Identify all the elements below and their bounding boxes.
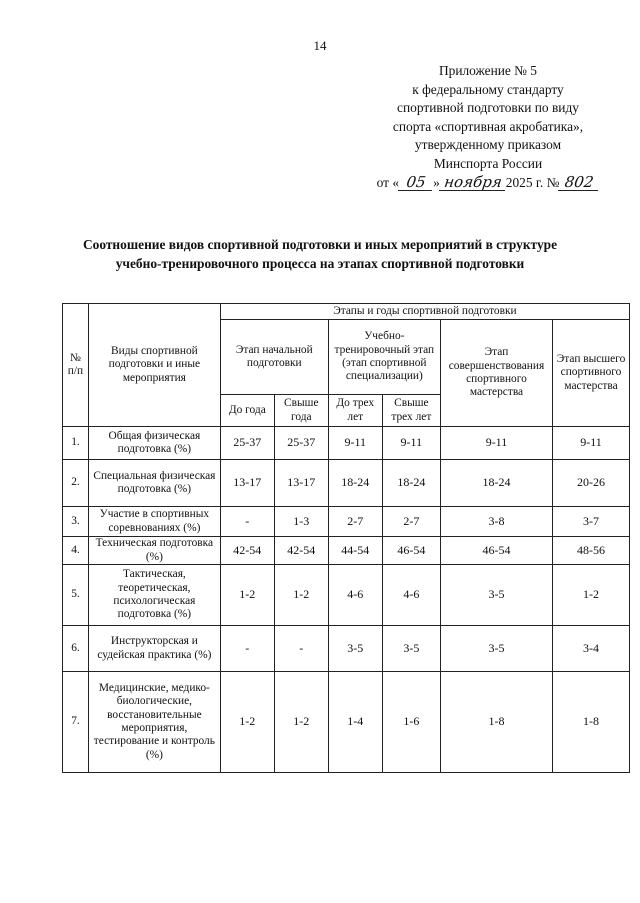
value-cell: 3-5 <box>382 626 440 672</box>
appendix-line: к федеральному стандарту <box>412 81 564 97</box>
row-kind: Специальная физическая подготовка (%) <box>88 460 220 507</box>
value-cell: 3-5 <box>440 565 552 626</box>
value-cell: 20-26 <box>553 460 630 507</box>
header-stage-initial: Этап начальной подготовки <box>220 320 328 395</box>
value-cell: 13-17 <box>274 460 328 507</box>
value-cell: 1-2 <box>553 565 630 626</box>
row-number: 3. <box>63 507 89 537</box>
header-up-to-year: До года <box>220 395 274 427</box>
appendix-block <box>356 62 620 192</box>
appendix-line: спортивной подготовки по виду <box>397 100 579 116</box>
value-cell: 44-54 <box>328 537 382 565</box>
value-cell: 1-2 <box>220 565 274 626</box>
value-cell: 1-8 <box>553 672 630 773</box>
header-stage-training: Учебно-тренировочный этап (этап спортивной специализации) <box>328 320 440 395</box>
table-row <box>63 626 630 672</box>
header-number: № п/п <box>63 304 89 427</box>
title-line: учебно-тренировочного процесса на этапах спортивной подготовки <box>115 255 525 271</box>
row-kind: Медицинские, медико-биологические, восстановительные мероприятия, тестирование и контроль (%) <box>88 672 220 773</box>
value-cell: 2-7 <box>382 507 440 537</box>
header-stage-improvement: Этап совершенствования спортивного мастерства <box>440 320 552 427</box>
value-cell: 9-11 <box>440 427 552 460</box>
value-cell: 18-24 <box>440 460 552 507</box>
value-cell: 42-54 <box>220 537 274 565</box>
header-over-three-years: Свыше трех лет <box>382 395 440 427</box>
title-line: Соотношение видов спортивной подготовки и иных мероприятий в структуре <box>82 237 558 252</box>
value-cell: 1-8 <box>440 672 552 773</box>
value-cell: 1-2 <box>220 672 274 773</box>
row-number: 5. <box>63 565 89 626</box>
value-cell: 1-3 <box>274 507 328 537</box>
table-row <box>63 507 630 537</box>
value-cell: 4-6 <box>328 565 382 626</box>
value-cell: 25-37 <box>274 427 328 460</box>
table-row <box>63 565 630 626</box>
appendix-line: Приложение № 5 <box>438 63 538 78</box>
table-row <box>63 672 630 773</box>
row-kind: Техническая подготовка (%) <box>88 537 220 565</box>
value-cell: 1-2 <box>274 672 328 773</box>
value-cell: 3-5 <box>328 626 382 672</box>
value-cell: 3-8 <box>440 507 552 537</box>
value-cell: - <box>220 507 274 537</box>
row-number: 6. <box>63 626 89 672</box>
row-number: 4. <box>63 537 89 565</box>
handwritten-day: 05 <box>398 175 434 191</box>
date-year: 2025 г. № <box>505 174 560 190</box>
appendix-line: утвержденному приказом <box>414 137 562 153</box>
value-cell: 1-2 <box>274 565 328 626</box>
value-cell: 42-54 <box>274 537 328 565</box>
page-number: 14 <box>313 38 327 53</box>
handwritten-month: ноября <box>439 175 507 191</box>
table-row <box>63 427 630 460</box>
value-cell: 4-6 <box>382 565 440 626</box>
row-number: 2. <box>63 460 89 507</box>
value-cell: 18-24 <box>328 460 382 507</box>
value-cell: 48-56 <box>553 537 630 565</box>
header-up-to-three-years: До трех лет <box>328 395 382 427</box>
value-cell: 18-24 <box>382 460 440 507</box>
header-kinds: Виды спортивной подготовки и иные мероприятия <box>88 304 220 427</box>
value-cell: 9-11 <box>328 427 382 460</box>
value-cell: - <box>220 626 274 672</box>
row-number: 1. <box>63 427 89 460</box>
appendix-line: спорта «спортивная акробатика», <box>392 118 584 134</box>
table-row <box>63 460 630 507</box>
value-cell: - <box>274 626 328 672</box>
value-cell: 3-4 <box>553 626 630 672</box>
order-date-line <box>356 174 620 193</box>
table-row <box>63 537 630 565</box>
date-mid: » <box>433 174 440 190</box>
header-stage-highest: Этап высшего спортивного мастерства <box>553 320 630 427</box>
value-cell: 3-5 <box>440 626 552 672</box>
value-cell: 46-54 <box>382 537 440 565</box>
training-ratio-table <box>62 303 630 773</box>
document-title <box>40 236 600 273</box>
row-number: 7. <box>63 672 89 773</box>
value-cell: 1-6 <box>382 672 440 773</box>
header-stages-years: Этапы и годы спортивной подготовки <box>220 304 629 320</box>
value-cell: 1-4 <box>328 672 382 773</box>
row-kind: Участие в спортивных соревнованиях (%) <box>88 507 220 537</box>
value-cell: 9-11 <box>553 427 630 460</box>
row-kind: Инструкторская и судейская практика (%) <box>88 626 220 672</box>
handwritten-order-number: 802 <box>558 175 600 191</box>
row-kind: Общая физическая подготовка (%) <box>88 427 220 460</box>
value-cell: 9-11 <box>382 427 440 460</box>
value-cell: 25-37 <box>220 427 274 460</box>
row-kind: Тактическая, теоретическая, психологическая подготовка (%) <box>88 565 220 626</box>
value-cell: 46-54 <box>440 537 552 565</box>
date-prefix: от « <box>376 174 400 190</box>
value-cell: 3-7 <box>553 507 630 537</box>
value-cell: 13-17 <box>220 460 274 507</box>
header-over-year: Свыше года <box>274 395 328 427</box>
appendix-line: Минспорта России <box>433 155 543 171</box>
value-cell: 2-7 <box>328 507 382 537</box>
